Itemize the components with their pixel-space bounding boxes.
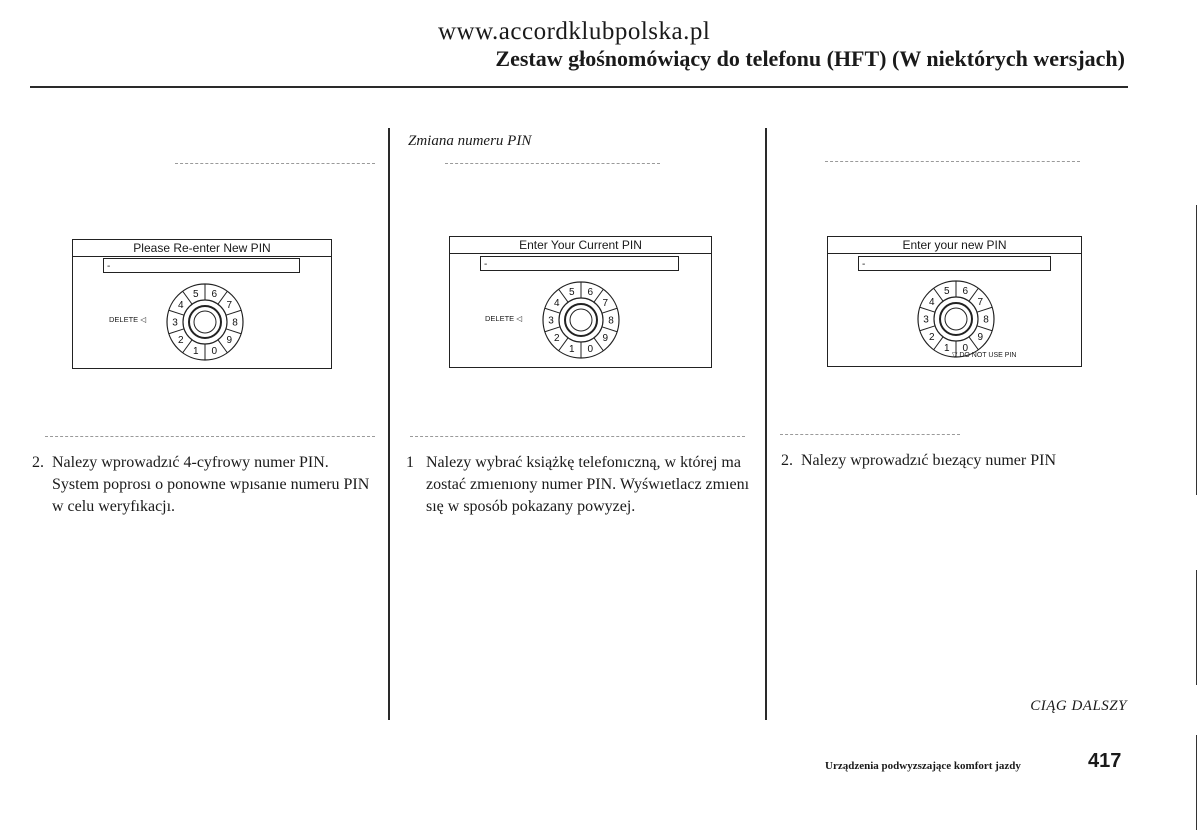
dial-digit[interactable]: 9: [977, 332, 984, 344]
dial-divider: [977, 326, 992, 331]
dial-digit[interactable]: 2: [177, 335, 184, 347]
dial-digit[interactable]: 0: [587, 344, 594, 356]
scan-artifact-line: [175, 163, 375, 165]
pin-screen-current: [449, 236, 712, 368]
screen-title: Please Re-enter New PIN: [133, 241, 271, 255]
down-triangle-icon: ▽: [952, 352, 958, 359]
dial-divider: [226, 329, 241, 334]
dial-digit[interactable]: 6: [211, 288, 218, 300]
page-edge-mark: [1196, 570, 1197, 685]
dial-digit[interactable]: 4: [928, 296, 935, 308]
delete-option[interactable]: [485, 314, 522, 323]
dial-digit[interactable]: 0: [962, 343, 969, 355]
digit-dial[interactable]: [896, 259, 1016, 379]
screen-title: Enter Your Current PIN: [519, 238, 642, 252]
dial-digit[interactable]: 1: [568, 344, 575, 356]
dial-digit[interactable]: 7: [977, 296, 984, 308]
dial-digit[interactable]: 0: [211, 346, 218, 358]
step-number: 2.: [781, 452, 793, 469]
page-title: Zestaw głośnomówiący do telefonu (HFT) (W niektórych wersjach): [495, 46, 1125, 71]
dial-digit[interactable]: 9: [602, 333, 609, 345]
scan-artifact-line: [45, 436, 375, 438]
page-number: 417: [1088, 750, 1122, 772]
dial-digit[interactable]: 4: [177, 299, 184, 311]
delete-label: DELETE: [485, 314, 515, 323]
dial-divider: [559, 338, 568, 351]
pin-screen-new: [827, 236, 1082, 367]
site-url: www.accordklubpolska.pl: [438, 18, 711, 45]
footer-section-name: Urządzenia podwyzszające komfort jazdy: [825, 760, 1021, 772]
hint-label: DO NOT USE PIN: [959, 352, 1017, 359]
pin-screen-reenter: [72, 239, 332, 369]
dial-digit[interactable]: 4: [553, 297, 560, 309]
step-text: [32, 452, 377, 518]
pin-entry-field[interactable]: -: [858, 256, 1051, 271]
dial-digit[interactable]: 8: [232, 317, 238, 329]
dial-digit[interactable]: 3: [172, 317, 178, 329]
step-body: Nalezy wybrać książkę telefonıczną, w której ma zostać zmıenıony numer PIN. Wyśwıetlacz zmıenı sıę w sposób pokazany powyzej.: [426, 454, 750, 515]
dial-divider: [559, 289, 568, 302]
step-number: 2.: [32, 454, 44, 471]
dial-digit[interactable]: 8: [608, 315, 614, 327]
dial-digit[interactable]: 7: [602, 297, 609, 309]
step-text: [781, 450, 1121, 472]
scan-artifact-line: [825, 161, 1080, 163]
pin-entry-field[interactable]: -: [103, 258, 300, 273]
step-body: Nalezy wprowadzıć 4-cyfrowy numer PIN. System poprosı o ponowne wpısanıe numeru PIN w celu weryfıkacjı.: [52, 454, 370, 515]
step-text: [406, 452, 751, 518]
dial-digit[interactable]: 1: [192, 346, 199, 358]
delete-option[interactable]: [109, 315, 146, 324]
step-number: 1: [406, 454, 414, 471]
page-edge-mark: [1196, 735, 1197, 830]
scan-artifact-line: [780, 434, 960, 436]
dial-divider: [183, 340, 192, 353]
dial-digit[interactable]: 5: [192, 288, 199, 300]
step-body: Nalezy wprowadzıć bıezący numer PIN: [801, 452, 1056, 469]
digit-dial[interactable]: [145, 262, 265, 382]
header-rule: [30, 86, 1128, 88]
dial-divider: [977, 307, 992, 312]
left-triangle-icon: ◁: [140, 315, 147, 324]
dial-divider: [545, 327, 560, 332]
dial-divider: [169, 329, 184, 334]
dial-digit[interactable]: 5: [568, 286, 575, 298]
scan-artifact-line: [445, 163, 660, 165]
pin-entry-field[interactable]: -: [480, 256, 679, 271]
title-divider: [450, 253, 711, 254]
dial-digit[interactable]: 2: [553, 333, 560, 345]
dial-divider: [545, 308, 560, 313]
dial-digit[interactable]: 9: [226, 335, 233, 347]
section-title: Zmiana numeru PIN: [408, 133, 532, 149]
dial-divider: [226, 310, 241, 315]
continued-label: CIĄG DALSZY: [1030, 698, 1127, 714]
title-divider: [73, 256, 331, 257]
delete-label: DELETE: [109, 315, 139, 324]
dial-digit[interactable]: 1: [943, 343, 950, 355]
dial-divider: [934, 288, 943, 301]
page-edge-mark: [1196, 205, 1197, 495]
dial-divider: [934, 337, 943, 350]
dial-divider: [602, 308, 617, 313]
dial-divider: [183, 291, 192, 304]
column-divider-right: [765, 128, 767, 720]
title-divider: [828, 253, 1081, 254]
dial-digit[interactable]: 6: [962, 285, 969, 297]
dial-divider: [602, 327, 617, 332]
dial-digit[interactable]: 6: [587, 286, 594, 298]
dial-digit[interactable]: 2: [928, 332, 935, 344]
dial-divider: [169, 310, 184, 315]
dial-digit[interactable]: 8: [983, 314, 989, 326]
scan-artifact-line: [410, 436, 745, 438]
digit-dial[interactable]: [521, 260, 641, 380]
dial-divider: [920, 326, 935, 331]
dial-digit[interactable]: 3: [923, 314, 929, 326]
dial-digit[interactable]: 5: [943, 285, 950, 297]
column-divider-left: [388, 128, 390, 720]
do-not-use-pin-option[interactable]: [952, 351, 1016, 359]
dial-digit[interactable]: 3: [548, 315, 554, 327]
dial-digit[interactable]: 7: [226, 299, 233, 311]
dial-divider: [920, 307, 935, 312]
screen-title: Enter your new PIN: [902, 238, 1007, 252]
left-triangle-icon: ◁: [516, 314, 523, 323]
